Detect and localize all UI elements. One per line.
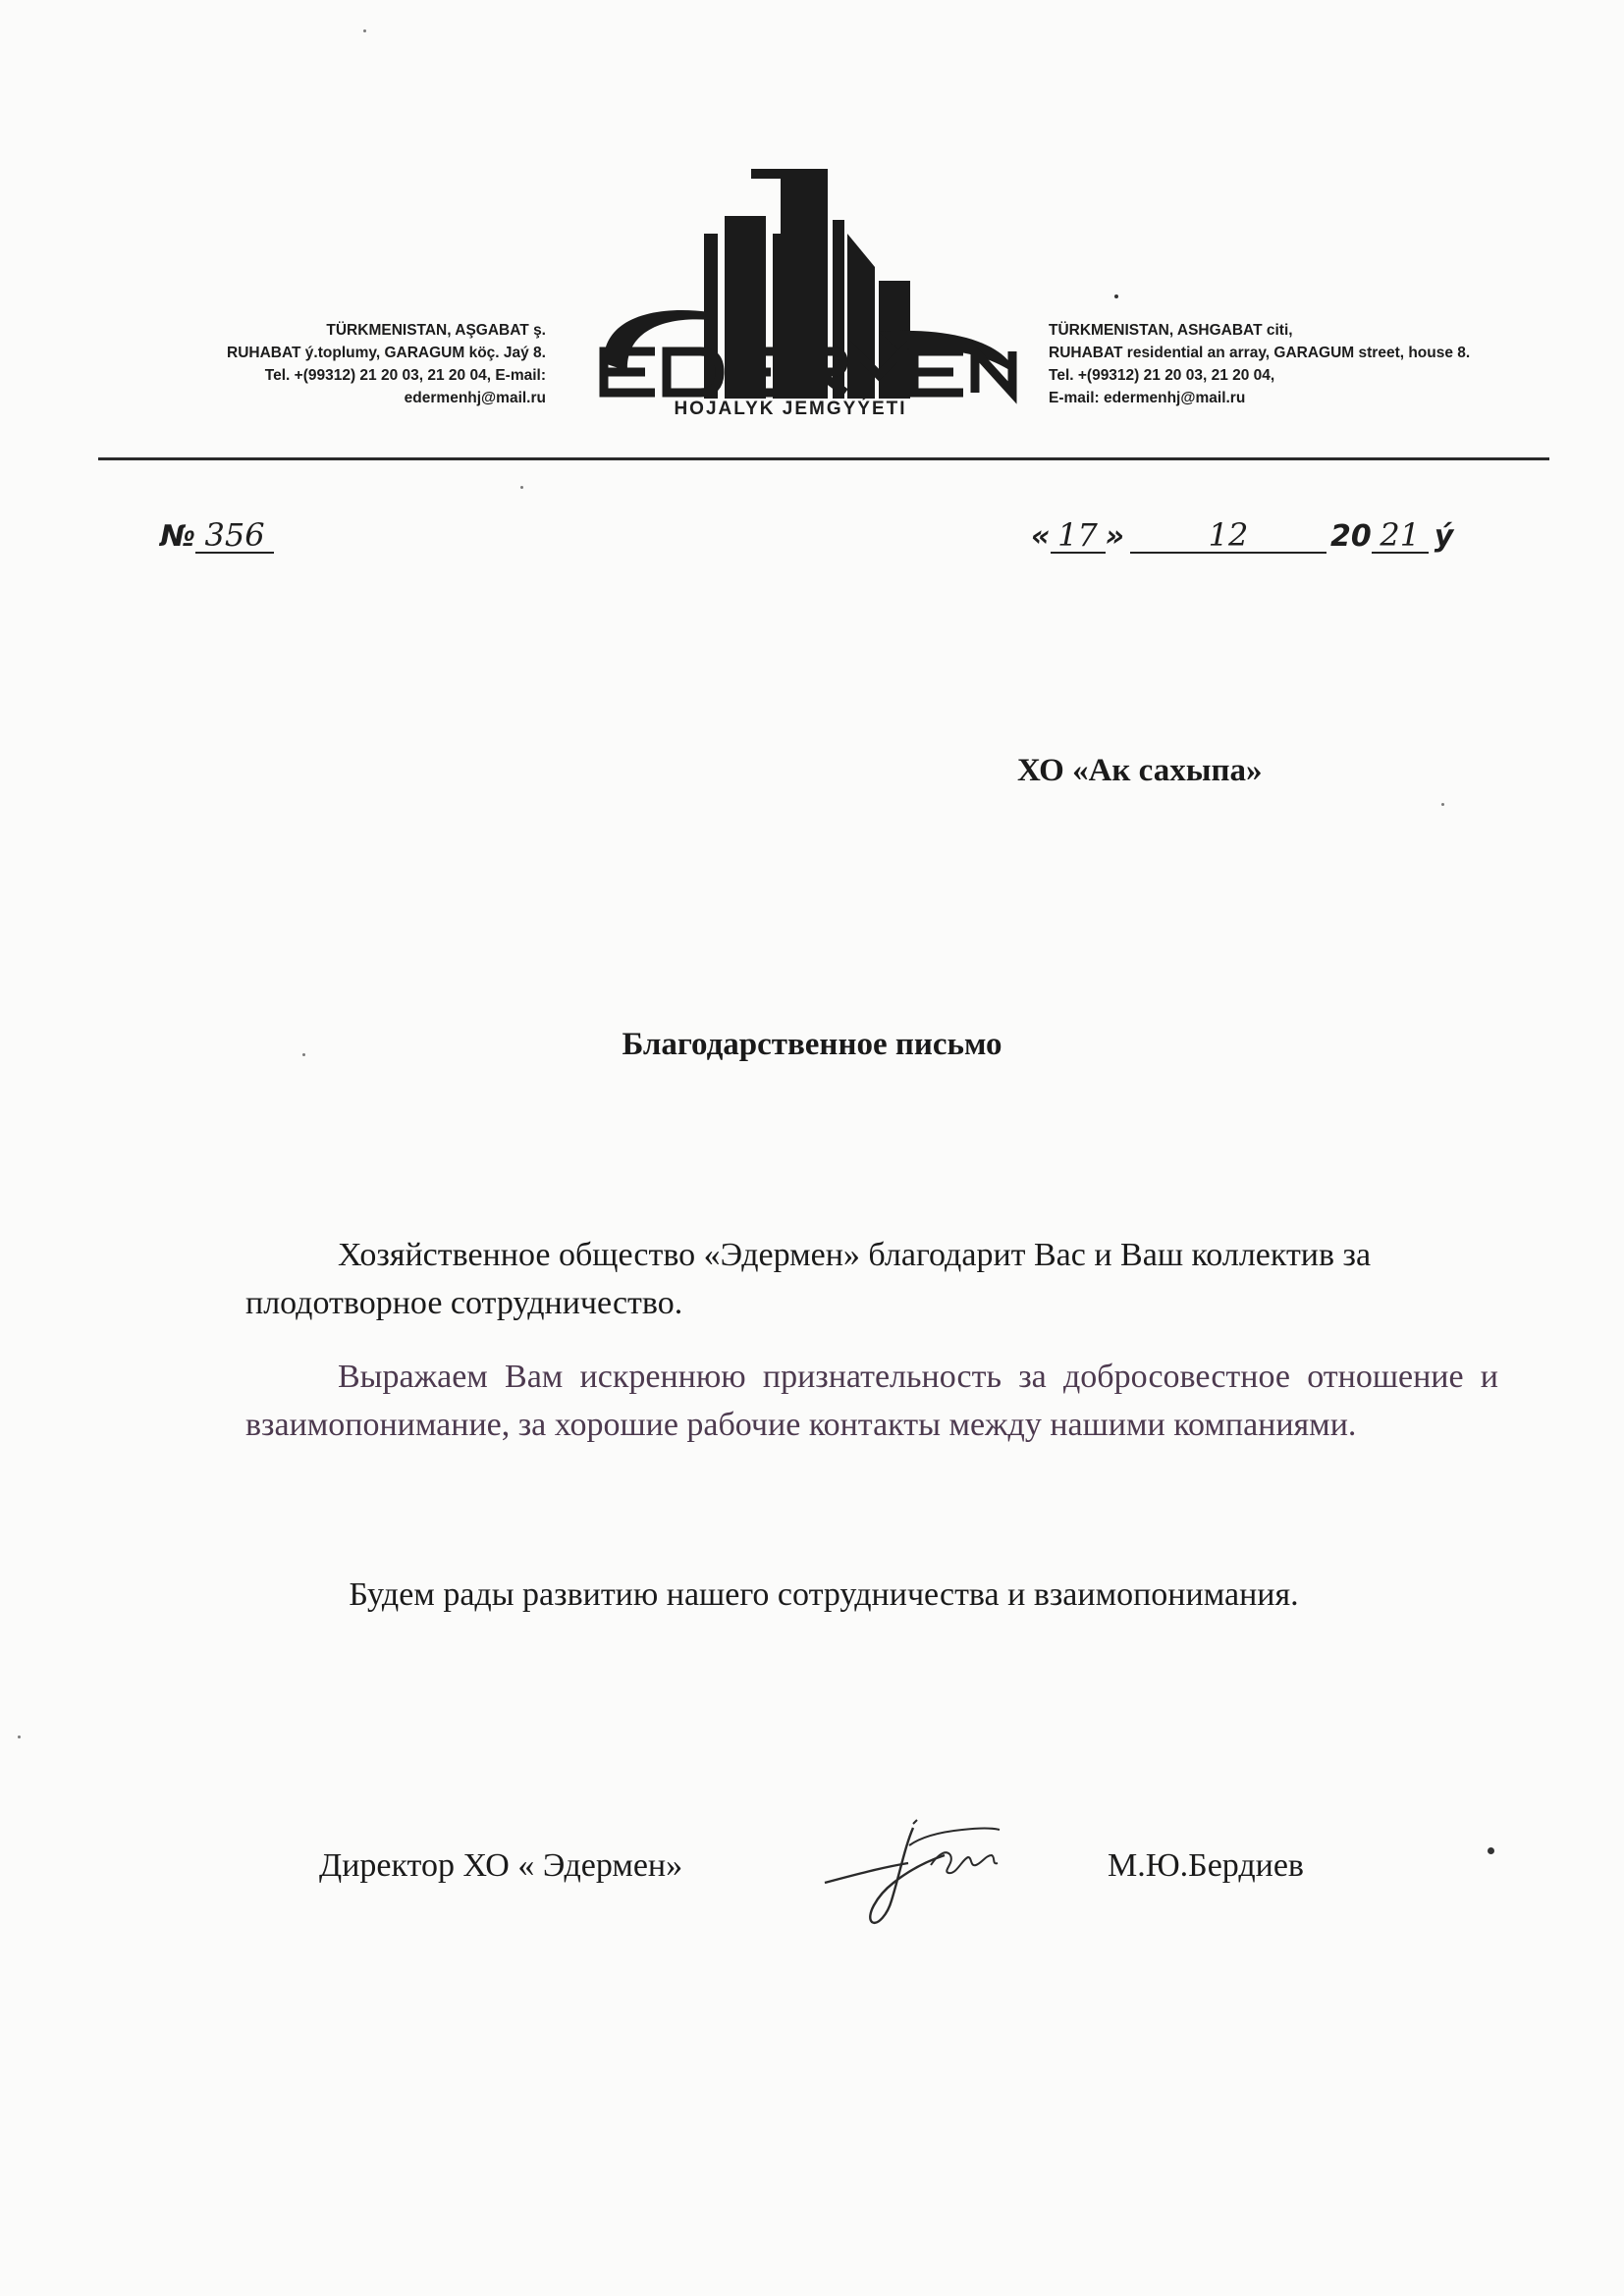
signatory-name: М.Ю.Бердиев [1108, 1847, 1304, 1884]
date-day: 17 [1051, 518, 1106, 554]
body-paragraph-3: Будем рады развитию нашего сотрудничества и взаимопонимания. [349, 1576, 1299, 1613]
letter-date [1031, 518, 1453, 554]
scan-speck [302, 1053, 305, 1056]
address-line: TÜRKMENISTAN, ASHGABAT citi, [1049, 322, 1293, 339]
scan-speck [363, 29, 366, 32]
address-line: Tel. +(99312) 21 20 03, 21 20 04, E-mail: [264, 367, 546, 384]
scan-speck [18, 1735, 21, 1738]
date-year-prefix: 20 [1330, 519, 1372, 554]
date-year-mark: ý [1434, 519, 1454, 554]
scan-speck [520, 486, 523, 489]
letter-number [160, 518, 274, 554]
date-year: 21 [1372, 518, 1429, 554]
addressee: ХО «Ак сахыпа» [1017, 753, 1263, 788]
letterhead-address-en [1049, 319, 1470, 409]
scan-speck [1488, 1847, 1494, 1854]
address-line: Tel. +(99312) 21 20 03, 21 20 04, [1049, 367, 1275, 384]
scan-speck [1441, 803, 1444, 806]
address-line: edermenhj@mail.ru [404, 390, 546, 406]
company-logo [584, 118, 1026, 437]
letter-subject: Благодарственное письмо [622, 1027, 1002, 1062]
date-quote-close: » [1105, 519, 1124, 554]
address-line: RUHABAT residential an array, GARAGUM street, house 8. [1049, 345, 1471, 361]
address-line: E-mail: edermenhj@mail.ru [1049, 390, 1246, 406]
signatory-title: Директор ХО « Эдермен» [319, 1847, 683, 1884]
body-paragraph-1: Хозяйственное общество «Эдермен» благодарит Вас и Ваш коллектив за плодотворное сотрудничество. [245, 1237, 1372, 1321]
date-quote-open: « [1031, 519, 1051, 554]
letterhead-divider [98, 457, 1549, 460]
handwritten-signature [815, 1806, 1011, 1934]
letterhead-address-tm [227, 319, 546, 409]
logo-subtitle: HOJALYK JEMGYÝETI [674, 399, 907, 419]
body-paragraph-2: Выражаем Вам искреннюю признательность за добросовестное отношение и взаимопонимание, за хорошие рабочие контакты между нашими компаниями. [245, 1359, 1498, 1443]
number-label: № [160, 519, 196, 554]
scan-speck [1114, 294, 1118, 298]
number-value: 356 [195, 518, 274, 554]
building-logo-icon [584, 118, 1026, 437]
date-month: 12 [1130, 518, 1326, 554]
address-line: TÜRKMENISTAN, AŞGABAT ş. [326, 322, 546, 339]
address-line: RUHABAT ý.toplumy, GARAGUM köç. Jaý 8. [227, 345, 546, 361]
